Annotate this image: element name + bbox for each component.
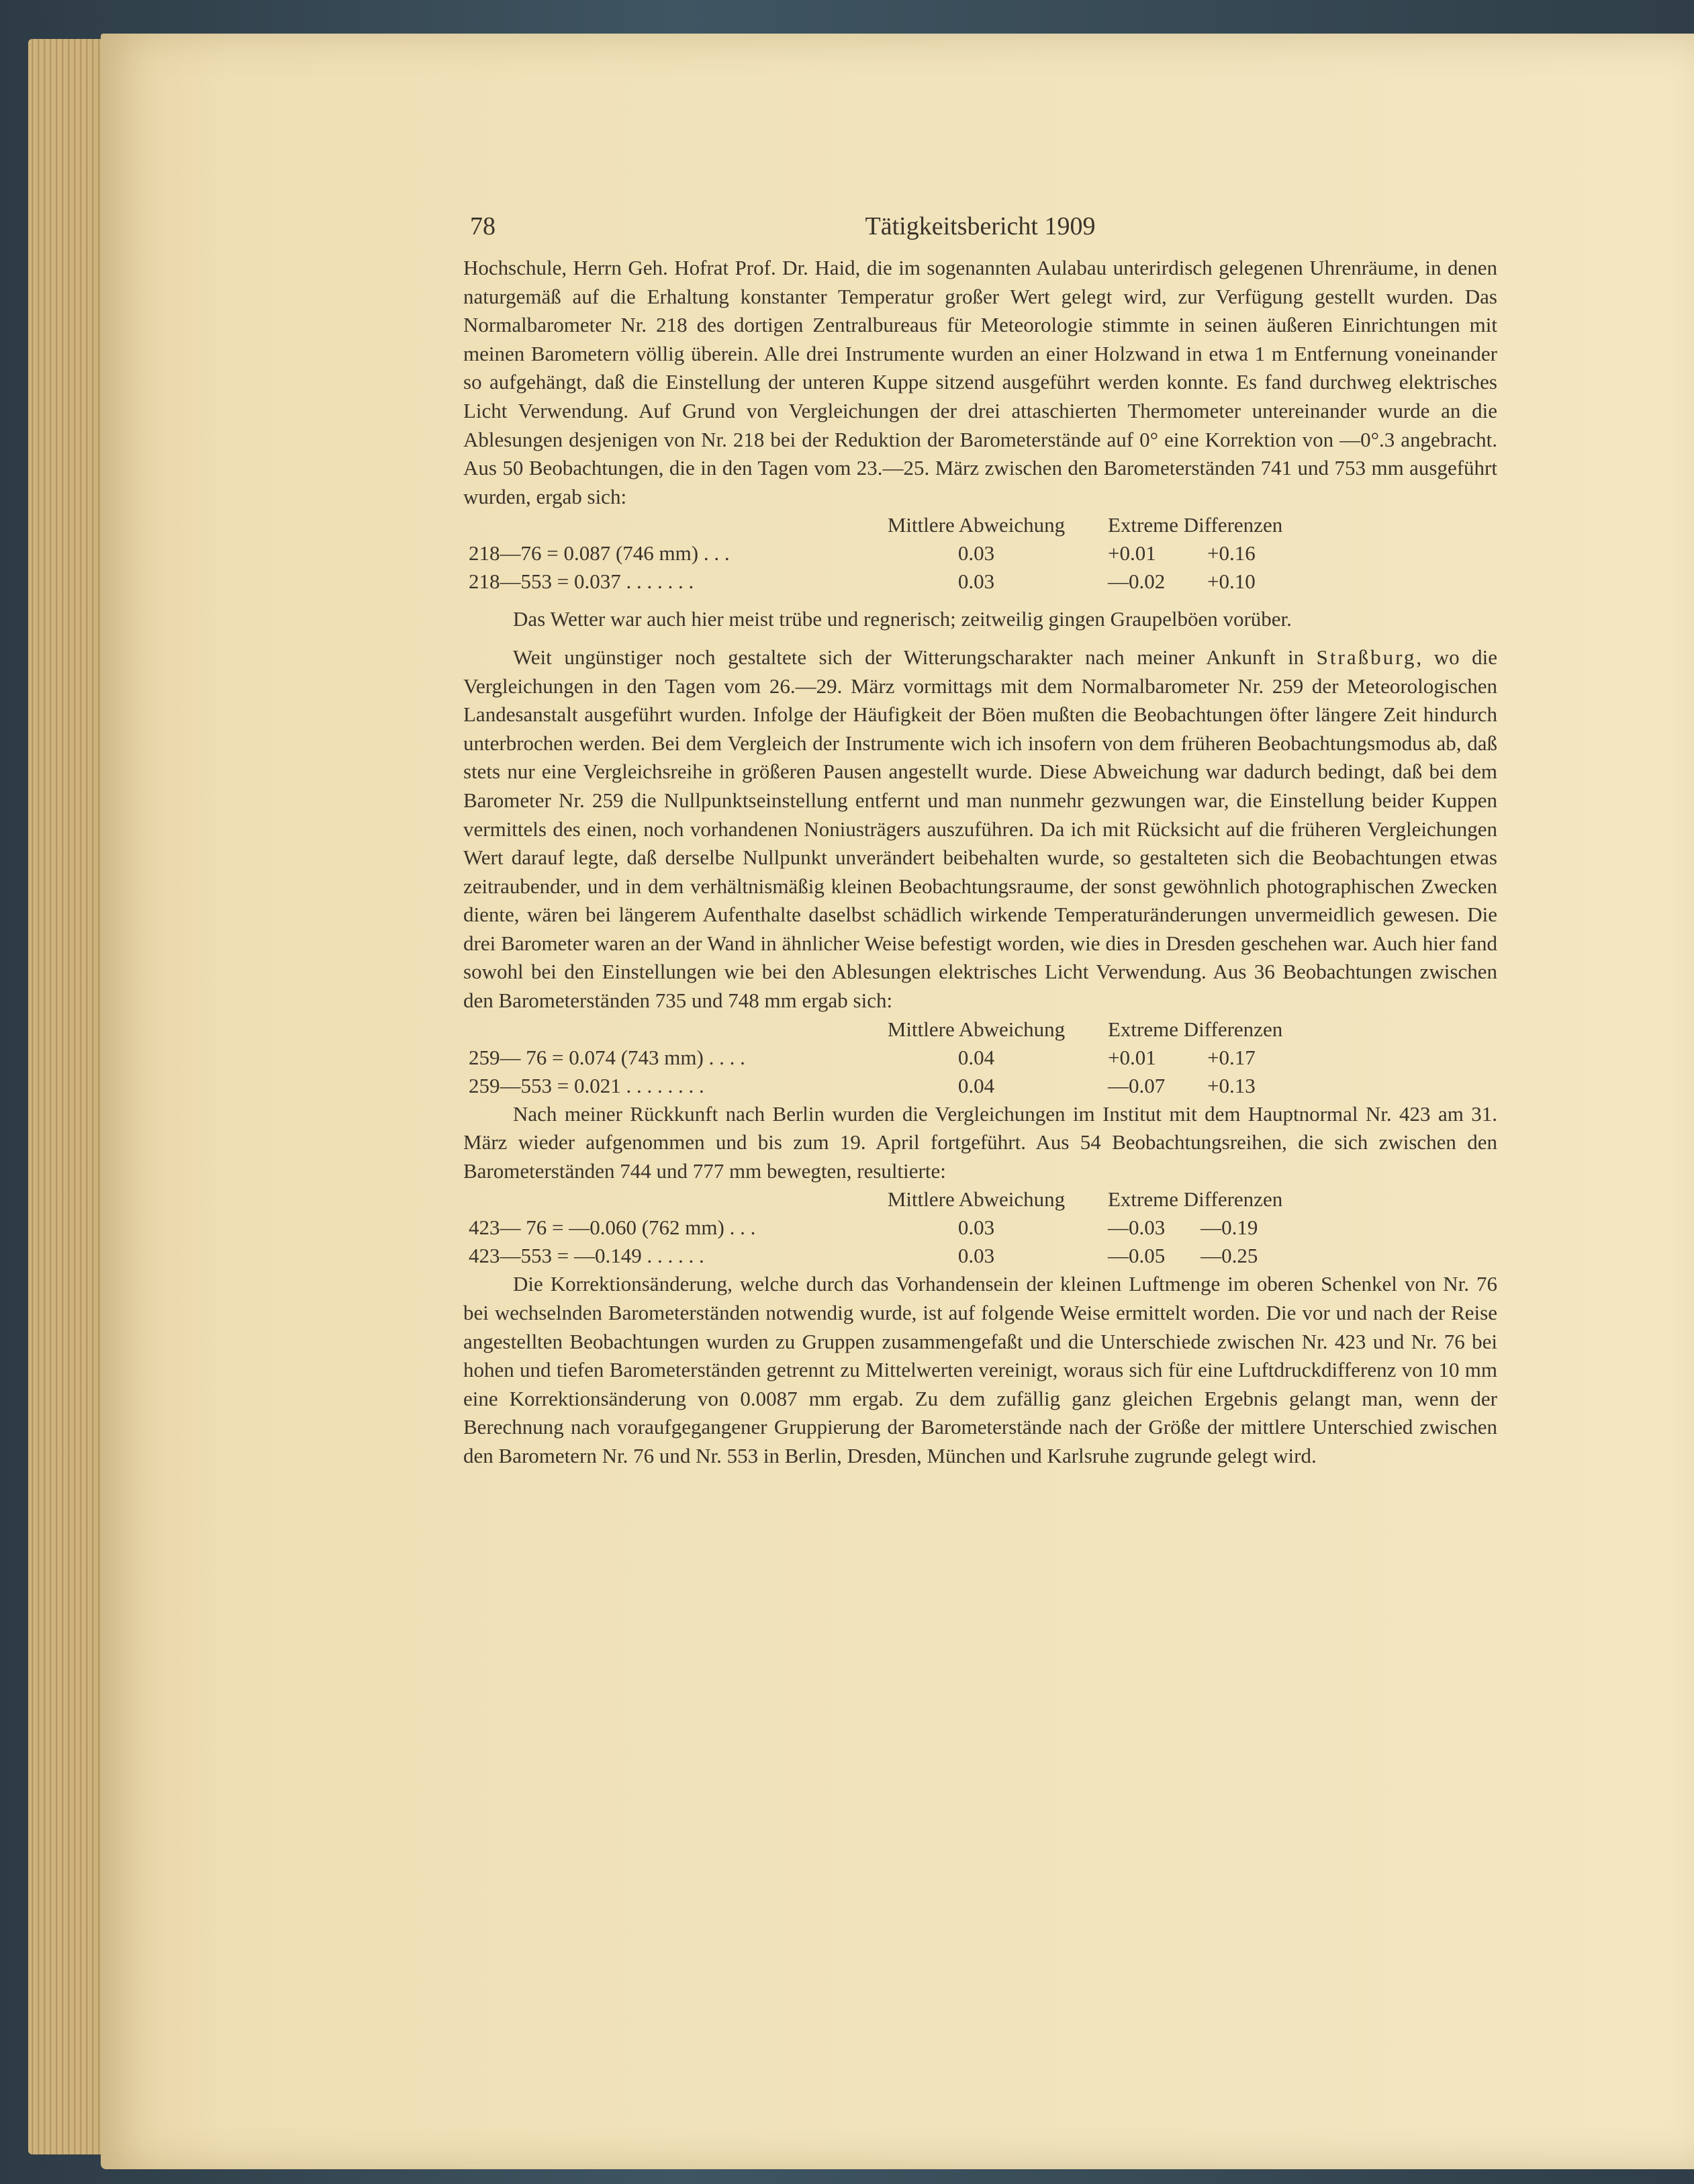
mean-deviation: 0.03 — [957, 1216, 995, 1240]
paragraph-4: Nach meiner Rückkunft nach Berlin wurden die Vergleichungen im Institut mit dem Hauptnormal Nr. 423 am 31. März wieder aufgenommen und bis zum 19. April fortgeführt. Aus 54 Beobachtungsreihen, die sich zwischen den Barometerständen 744 und 777 mm bewegten, resultierte: — [463, 1101, 1497, 1183]
column-header-extreme: Extreme Differenzen — [1108, 513, 1283, 537]
column-header-mean: Mittlere Abweichung — [887, 1187, 1066, 1212]
extreme-max: —0.19 — [1201, 1216, 1258, 1240]
paragraph-3-rest: , wo die Vergleichungen in den Tagen vom 26.—29. März vormittags mit dem Normalbarometer Nr. 259 der Meteorologischen Landesanstalt ausgeführt wurden. Infolge der Häufigkeit der Böen mußten die Beobachtungen öfter längere Zeit hindurch unterbrochen werden. Bei dem Vergleich der Instrumente wich ich insofern von dem früheren Beobachtungsmodus ab, daß stets nur eine Vergleichsreihe in größeren Pausen angestellt wurde. Diese Abweichung war dadurch bedingt, daß bei dem Barometer Nr. 259 die Nullpunktseinstellung entfernt und man nunmehr gezwungen war, die Einstellung beider Kuppen vermittels des einen, noch vorhandenen Noniusträgers auszuführen. Da ich mit Rücksicht auf die früheren Vergleichungen Wert darauf legte, daß derselbe Nullpunkt unverändert beibehalten wurde, so gestalteten sich die Beobachtungen etwas zeitraubender, und in dem verhältnismäßig kleinen Beobachtungsraume, der sonst gewöhnlich photographischen Zwecken diente, wären bei längerem Aufenthalte daselbst schädlich wirkende Temperaturänderungen unvermeidlich gewesen. Die drei Barometer waren an der Wand in ähnlicher Weise befestigt worden, wie dies in Dresden geschehen war. Auch hier fand sowohl bei den Einstellungen wie bei den Ablesungen elektrisches Licht Verwendung. Aus 36 Beobachtungen zwischen den Barometerständen 735 und 748 mm ergab sich: — [463, 645, 1498, 1013]
row-label: 423— 76 = —0.060 (762 mm) . . . — [469, 1216, 756, 1240]
mean-deviation: 0.03 — [957, 1244, 995, 1268]
paragraph-3-start: Weit ungünstiger noch gestaltete sich der Witterungscharakter nach meiner Ankunft in — [513, 645, 1317, 669]
mean-deviation: 0.03 — [957, 570, 995, 594]
page-title: Tätigkeitsbericht 1909 — [865, 212, 1096, 240]
extreme-max: —0.25 — [1201, 1244, 1258, 1268]
extreme-min: —0.03 — [1108, 1216, 1166, 1240]
page-number: 78 — [470, 212, 496, 240]
city-name: Straßburg — [1316, 645, 1417, 669]
page-edges — [28, 39, 109, 2154]
column-header-mean: Mittlere Abweichung — [887, 1017, 1066, 1041]
row-label: 259— 76 = 0.074 (743 mm) . . . . — [469, 1045, 745, 1069]
extreme-max: +0.17 — [1207, 1045, 1256, 1069]
row-label: 218—76 = 0.087 (746 mm) . . . — [469, 541, 730, 565]
table-row — [463, 1214, 1288, 1242]
paragraph-2: Das Wetter war auch hier meist trübe und regnerisch; zeitweilig gingen Graupelböen vorüber. — [513, 607, 1292, 631]
table-header-row — [463, 1015, 1288, 1044]
column-header-extreme: Extreme Differenzen — [1108, 1017, 1283, 1041]
paragraph-5: Die Korrektionsänderung, welche durch das Vorhandensein der kleinen Luftmenge im oberen Schenkel von Nr. 76 bei wechselnden Barometerständen notwendig wurde, ist auf folgende Weise ermittelt worden. Die vor und nach der Reise angestellten Beobachtungen wurden zu Gruppen zusammengefaßt und die Unterschiede zwischen Nr. 423 und Nr. 76 bei hohen und tiefen Barometerständen getrennt zu Mittelwerten vereinigt, woraus sich für eine Luftdruckdifferenz von 10 mm eine Korrektionsänderung von 0.0087 mm ergab. Zu dem zufällig ganz gleichen Ergebnis gelangt man, wenn der Berechnung nach voraufgegangener Gruppierung der Barometerstände nach der Größe der mittlere Unterschied zwischen den Barometern Nr. 76 und Nr. 553 in Berlin, Dresden, München und Karlsruhe zugrunde gelegt wird. — [463, 1272, 1497, 1467]
row-label: 259—553 = 0.021 . . . . . . . . — [469, 1073, 704, 1097]
extreme-max: +0.10 — [1207, 570, 1256, 594]
extreme-max: +0.16 — [1207, 541, 1256, 565]
extreme-min: +0.01 — [1108, 1045, 1156, 1069]
column-header-mean: Mittlere Abweichung — [887, 513, 1066, 537]
table-row — [463, 1044, 1288, 1072]
extreme-min: —0.07 — [1108, 1073, 1166, 1097]
table-row — [463, 1242, 1288, 1270]
extreme-min: —0.05 — [1108, 1244, 1166, 1268]
extreme-min: —0.02 — [1108, 570, 1166, 594]
column-header-extreme: Extreme Differenzen — [1108, 1187, 1283, 1212]
extreme-max: +0.13 — [1207, 1073, 1256, 1097]
mean-deviation: 0.03 — [957, 541, 995, 565]
table-row — [463, 567, 1288, 596]
table-row — [463, 539, 1288, 567]
row-label: 218—553 = 0.037 . . . . . . . — [469, 570, 694, 594]
paragraph-3 — [463, 643, 1497, 1015]
mean-deviation: 0.04 — [957, 1045, 995, 1069]
row-label: 423—553 = —0.149 . . . . . . — [469, 1244, 704, 1268]
running-head — [463, 200, 1497, 254]
mean-deviation: 0.04 — [957, 1073, 995, 1097]
comparison-table-berlin — [463, 1185, 1288, 1270]
comparison-table-munich — [463, 511, 1288, 596]
extreme-min: +0.01 — [1108, 541, 1156, 565]
table-row — [463, 1072, 1288, 1100]
comparison-table-strassburg — [463, 1015, 1288, 1100]
table-header-row — [463, 1185, 1288, 1214]
text-block — [463, 200, 1497, 1471]
table-header-row — [463, 511, 1288, 539]
paragraph-1: Hochschule, Herrn Geh. Hofrat Prof. Dr. Haid, die im sogenannten Aulabau unterirdisch gelegenen Uhrenräume, in denen naturgemäß auf die Erhaltung konstanter Temperatur großer Wert gelegt wird, zur Verfügung gestellt wurden. Das Normalbarometer Nr. 218 des dortigen Zentralbureaus für Meteorologie stimmte in seinen äußeren Einrichtungen mit meinen Barometern völlig überein. Alle drei Instrumente wurden an einer Holzwand in etwa 1 m Entfernung voneinander so aufgehängt, daß die Einstellung der unteren Kuppe sitzend ausgeführt werden konnte. Es fand durchweg elektrisches Licht Verwendung. Auf Grund von Vergleichungen der drei attaschierten Thermometer untereinander wurde an die Ablesungen desjenigen von Nr. 218 bei der Reduktion der Barometerstände auf 0° eine Korrektion von —0°.3 angebracht. Aus 50 Beobachtungen, die in den Tagen vom 23.—25. März zwischen den Barometerständen 741 und 753 mm ausgeführt wurden, ergab sich: — [463, 256, 1497, 508]
